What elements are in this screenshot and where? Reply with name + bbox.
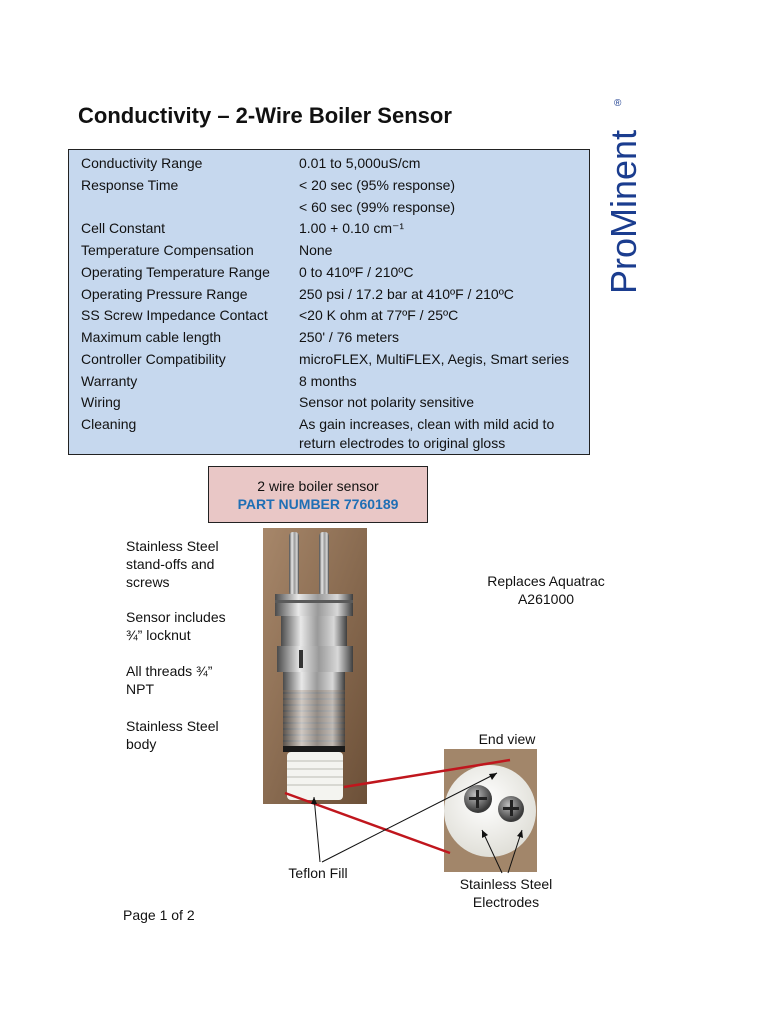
spec-value: 1.00 + 0.10 cm⁻¹ [299, 220, 405, 236]
teflon-arrow-left [314, 797, 320, 862]
note-threads: All threads ¾” NPT [126, 663, 213, 697]
spec-value: <20 K ohm at 77ºF / 25ºC [299, 307, 459, 323]
spec-value: Sensor not polarity sensitive [299, 394, 475, 410]
spec-label: SS Screw Impedance Contact [81, 307, 268, 323]
note-end-view: End view [478, 731, 536, 747]
red-connector-bottom [285, 793, 450, 853]
spec-label: Controller Compatibility [81, 351, 226, 367]
spec-label: Cleaning [81, 416, 137, 432]
part-description: 2 wire boiler sensor [257, 478, 379, 494]
spec-label: Maximum cable length [81, 329, 222, 345]
note-locknut: Sensor includes ¾” locknut [126, 609, 226, 643]
arrowhead [311, 797, 317, 804]
spec-value: None [299, 242, 333, 258]
note-teflon: Teflon Fill [288, 865, 348, 881]
spec-label: Response Time [81, 177, 179, 193]
spec-value: 250' / 76 meters [299, 329, 399, 345]
red-connector-top [344, 760, 510, 787]
spec-value: < 60 sec (99% response) [299, 199, 456, 215]
spec-value: 250 psi / 17.2 bar at 410ºF / 210ºC [299, 286, 514, 302]
spec-value: microFLEX, MultiFLEX, Aegis, Smart series [299, 351, 569, 367]
note-standoffs: Stainless Steel stand-offs and screws [126, 538, 219, 590]
note-replaces: Replaces Aquatrac A261000 [487, 573, 605, 607]
spec-label: Wiring [81, 394, 121, 410]
registered-mark: ® [614, 98, 622, 109]
spec-value: As gain increases, clean with mild acid to return electrodes to original gloss [299, 416, 555, 451]
page-title: Conductivity – 2-Wire Boiler Sensor [78, 103, 452, 128]
arrowhead [517, 830, 523, 838]
part-number: PART NUMBER 7760189 [237, 496, 399, 512]
spec-label: Cell Constant [81, 220, 166, 236]
spec-value: < 20 sec (95% response) [299, 177, 456, 193]
note-body: Stainless Steel body [126, 718, 219, 752]
spec-label: Operating Pressure Range [81, 286, 248, 302]
page-number: Page 1 of 2 [123, 907, 195, 923]
spec-label: Conductivity Range [81, 155, 203, 171]
logo-minent: Minent [603, 129, 644, 238]
spec-value: 0 to 410ºF / 210ºC [299, 264, 414, 280]
spec-label: Operating Temperature Range [81, 264, 270, 280]
spec-label: Temperature Compensation [81, 242, 254, 258]
logo-pro: Pro [603, 237, 644, 294]
spec-value: 0.01 to 5,000uS/cm [299, 155, 421, 171]
spec-value: 8 months [299, 373, 357, 389]
spec-label: Warranty [81, 373, 138, 389]
note-electrodes: Stainless Steel Electrodes [459, 876, 553, 910]
